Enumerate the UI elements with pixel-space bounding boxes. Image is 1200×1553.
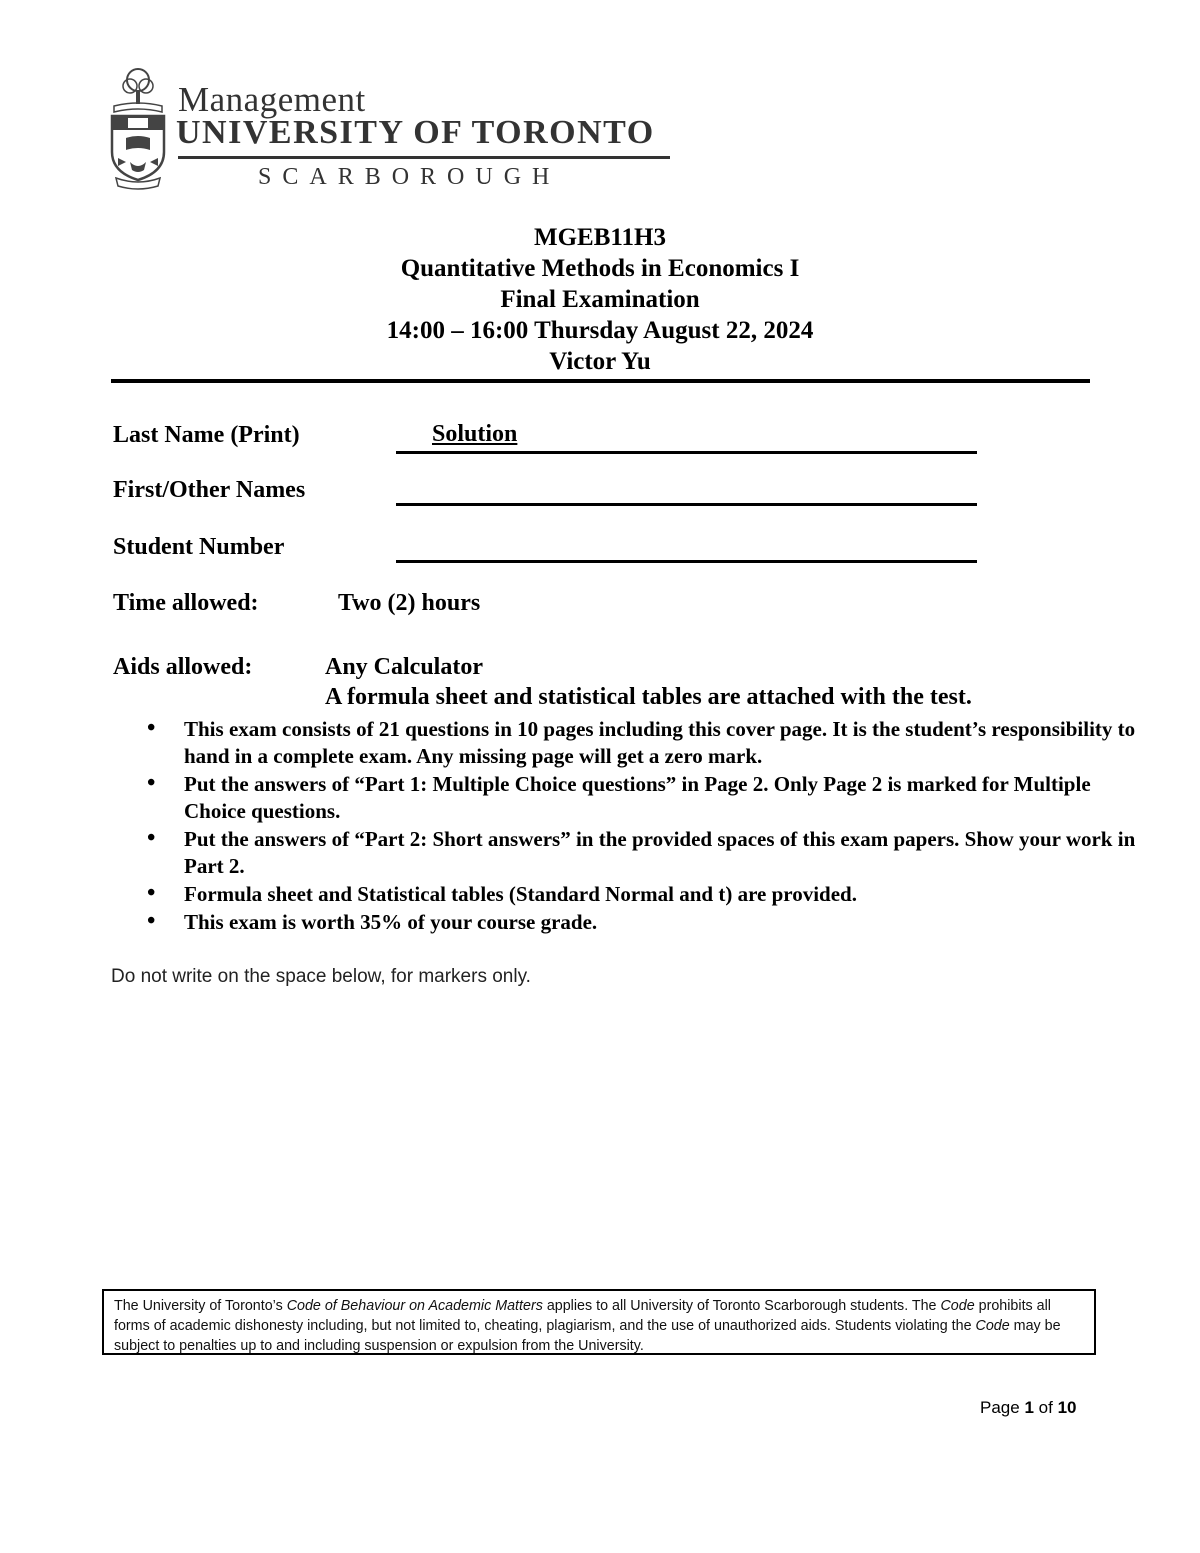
logo-university-text: UNIVERSITY OF TORONTO — [176, 114, 655, 151]
notice-italic-code: Code — [975, 1318, 1010, 1334]
course-code: MGEB11H3 — [534, 224, 666, 251]
page-number — [980, 1398, 1076, 1418]
last-name-underline — [396, 451, 977, 454]
last-name-value: Solution — [432, 421, 518, 447]
time-allowed-label: Time allowed: — [113, 590, 259, 616]
instructor-name: Victor Yu — [549, 348, 651, 375]
rule-item: • Formula sheet and Statistical tables (Standard Normal and t) are provided. — [184, 881, 1144, 908]
notice-text: may be subject to penalties up to and including suspension or expulsion from the University. — [114, 1318, 1061, 1354]
page-total: 10 — [1057, 1398, 1077, 1417]
first-names-field[interactable] — [396, 503, 977, 506]
markers-note: Do not write on the space below, for markers only. — [111, 966, 531, 987]
exam-datetime: 14:00 – 16:00 Thursday August 22, 2024 — [386, 317, 814, 344]
course-name: Quantitative Methods in Economics I — [400, 255, 800, 282]
aids-allowed-note: A formula sheet and statistical tables are attached with the test. — [325, 684, 972, 710]
rule-item: • This exam consists of 21 questions in 10 pages including this cover page. It is the student’s responsibility to hand in a complete exam. Any missing page will get a zero mark. — [184, 716, 1144, 770]
student-number-label: Student Number — [113, 534, 285, 560]
notice-italic-code: Code — [940, 1298, 975, 1314]
student-number-field[interactable] — [396, 560, 977, 563]
exam-rules-list — [140, 716, 1144, 937]
logo-scarborough-text: SCARBOROUGH — [258, 164, 561, 190]
of-word: of — [1038, 1398, 1053, 1417]
notice-text: The University of Toronto’s — [114, 1298, 287, 1314]
notice-text: prohibits all forms of academic dishonesty including, but not limited to, cheating, plagiarism, and the use of unauthorized aids. Students violating the — [114, 1298, 1051, 1334]
rule-item: • This exam is worth 35% of your course grade. — [184, 909, 1144, 936]
page-word: Page — [980, 1398, 1020, 1417]
rule-item: • Put the answers of “Part 2: Short answers” in the provided spaces of this exam papers. Show your work in Part 2. — [184, 826, 1144, 880]
logo-divider — [178, 156, 670, 159]
last-name-label: Last Name (Print) — [113, 422, 300, 448]
logo-management-text: Management — [178, 80, 366, 119]
exam-title: Final Examination — [500, 286, 700, 313]
rule-item: • Put the answers of “Part 1: Multiple Choice questions” in Page 2. Only Page 2 is marked for Multiple Choice questions. — [184, 771, 1144, 825]
last-name-field[interactable] — [396, 421, 977, 455]
first-names-label: First/Other Names — [113, 477, 306, 503]
time-allowed-value: Two (2) hours — [338, 590, 481, 616]
code-of-behaviour-notice — [102, 1289, 1096, 1355]
university-crest-logo — [108, 66, 168, 190]
aids-allowed-value: Any Calculator — [325, 654, 483, 680]
title-divider — [111, 379, 1090, 383]
notice-italic-title: Code of Behaviour on Academic Matters — [286, 1298, 543, 1314]
notice-text: applies to all University of Toronto Scarborough students. The — [542, 1298, 941, 1314]
aids-allowed-label: Aids allowed: — [113, 654, 253, 680]
page-current: 1 — [1024, 1398, 1034, 1417]
